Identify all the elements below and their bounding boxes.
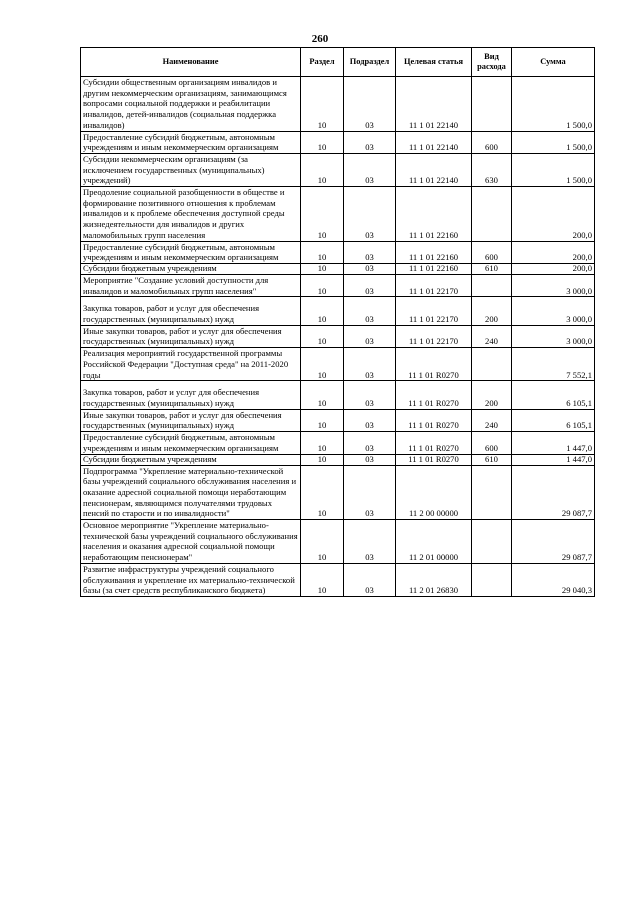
row-podrazdel: 03 [344, 432, 396, 454]
row-name: Мероприятие "Создание условий доступности для инвалидов и маломобильных групп населения" [81, 274, 301, 296]
row-razdel: 10 [301, 131, 344, 153]
row-podrazdel: 03 [344, 520, 396, 564]
row-podrazdel: 03 [344, 274, 396, 296]
table-row [81, 409, 595, 431]
table-row [81, 520, 595, 564]
row-razdel: 10 [301, 297, 344, 325]
row-razdel: 10 [301, 187, 344, 242]
row-summa: 1 500,0 [512, 153, 595, 186]
header-summa: Сумма [512, 48, 595, 77]
row-summa: 6 105,1 [512, 409, 595, 431]
row-name: Иные закупки товаров, работ и услуг для обеспечения государственных (муниципальных) нужд [81, 325, 301, 347]
table-row [81, 263, 595, 274]
row-razdel: 10 [301, 381, 344, 409]
row-statya: 11 1 01 R0270 [396, 381, 472, 409]
table-row [81, 297, 595, 325]
row-statya: 11 2 01 26830 [396, 563, 472, 596]
row-statya: 11 1 01 22140 [396, 131, 472, 153]
row-name: Реализация мероприятий государственной программы Российской Федерации "Доступная среда" на 2011-2020 годы [81, 348, 301, 381]
row-razdel: 10 [301, 153, 344, 186]
row-podrazdel: 03 [344, 131, 396, 153]
row-summa: 200,0 [512, 187, 595, 242]
table-row [81, 131, 595, 153]
row-summa: 29 087,7 [512, 465, 595, 520]
row-name: Субсидии некоммерческим организациям (за исключением государственных (муниципальных) учреждений) [81, 153, 301, 186]
row-name: Закупка товаров, работ и услуг для обеспечения государственных (муниципальных) нужд [81, 297, 301, 325]
row-statya: 11 2 01 00000 [396, 520, 472, 564]
row-podrazdel: 03 [344, 187, 396, 242]
row-razdel: 10 [301, 325, 344, 347]
row-summa: 200,0 [512, 241, 595, 263]
row-razdel: 10 [301, 454, 344, 465]
row-vid: 200 [472, 297, 512, 325]
row-razdel: 10 [301, 263, 344, 274]
row-statya: 11 1 01 22160 [396, 241, 472, 263]
row-name: Преодоление социальной разобщенности в обществе и формирование позитивного отношения к проблемам инвалидов и к проблеме обеспечения доступной среды жизнедеятельности для инвалидов и других маломобильных групп населения [81, 187, 301, 242]
row-podrazdel: 03 [344, 348, 396, 381]
row-vid [472, 77, 512, 132]
row-summa: 1 500,0 [512, 77, 595, 132]
page-number: 260 [311, 33, 329, 45]
table-row [81, 241, 595, 263]
header-razdel: Раздел [301, 48, 344, 77]
row-name: Развитие инфраструктуры учреждений социального обслуживания и укрепление их материально-технической базы (за счет средств республиканского бюджета) [81, 563, 301, 596]
table-row [81, 465, 595, 520]
row-name: Закупка товаров, работ и услуг для обеспечения государственных (муниципальных) нужд [81, 381, 301, 409]
row-podrazdel: 03 [344, 465, 396, 520]
row-vid [472, 274, 512, 296]
row-razdel: 10 [301, 432, 344, 454]
row-podrazdel: 03 [344, 381, 396, 409]
row-podrazdel: 03 [344, 409, 396, 431]
row-name: Субсидии бюджетным учреждениям [81, 263, 301, 274]
row-name: Предоставление субсидий бюджетным, автономным учреждениям и иным некоммерческим организациям [81, 131, 301, 153]
row-vid [472, 348, 512, 381]
row-razdel: 10 [301, 274, 344, 296]
row-razdel: 10 [301, 241, 344, 263]
row-razdel: 10 [301, 465, 344, 520]
row-summa: 6 105,1 [512, 381, 595, 409]
row-vid [472, 465, 512, 520]
row-name: Субсидии бюджетным учреждениям [81, 454, 301, 465]
table-row [81, 454, 595, 465]
header-name: Наименование [81, 48, 301, 77]
row-statya: 11 1 01 22160 [396, 187, 472, 242]
row-name: Субсидии общественным организациям инвалидов и другим некоммерческим организациям, занимающимся вопросами социальной поддержки и реабилитации инвалидов, детей-инвалидов (социальная поддержка инвалидов) [81, 77, 301, 132]
row-statya: 11 2 00 00000 [396, 465, 472, 520]
row-statya: 11 1 01 22170 [396, 274, 472, 296]
table-row [81, 153, 595, 186]
row-razdel: 10 [301, 77, 344, 132]
row-podrazdel: 03 [344, 563, 396, 596]
row-summa: 7 552,1 [512, 348, 595, 381]
row-vid: 200 [472, 381, 512, 409]
row-vid [472, 187, 512, 242]
row-podrazdel: 03 [344, 263, 396, 274]
row-statya: 11 1 01 22170 [396, 325, 472, 347]
row-summa: 3 000,0 [512, 325, 595, 347]
row-vid [472, 563, 512, 596]
row-summa: 1 447,0 [512, 454, 595, 465]
row-vid: 630 [472, 153, 512, 186]
row-statya: 11 1 01 22140 [396, 153, 472, 186]
row-razdel: 10 [301, 409, 344, 431]
row-podrazdel: 03 [344, 454, 396, 465]
row-summa: 1 447,0 [512, 432, 595, 454]
header-podrazdel: Подраздел [344, 48, 396, 77]
row-summa: 29 087,7 [512, 520, 595, 564]
row-summa: 200,0 [512, 263, 595, 274]
row-statya: 11 1 01 R0270 [396, 432, 472, 454]
table-row [81, 187, 595, 242]
row-name: Предоставление субсидий бюджетным, автономным учреждениям и иным некоммерческим организациям [81, 432, 301, 454]
table-row [81, 348, 595, 381]
row-podrazdel: 03 [344, 325, 396, 347]
row-vid: 240 [472, 325, 512, 347]
row-podrazdel: 03 [344, 241, 396, 263]
table-row [81, 563, 595, 596]
row-vid: 610 [472, 454, 512, 465]
row-vid: 610 [472, 263, 512, 274]
row-name: Подпрограмма "Укрепление материально-технической базы учреждений социального обслуживания населения и оказание адресной социальной помощи неработающим пенсионерам, являющимся получателями трудовых пенсий по старости и по инвалидности" [81, 465, 301, 520]
row-vid: 600 [472, 432, 512, 454]
row-statya: 11 1 01 22160 [396, 263, 472, 274]
row-vid: 600 [472, 241, 512, 263]
row-summa: 29 040,3 [512, 563, 595, 596]
header-statya: Целевая статья [396, 48, 472, 77]
table-row [81, 381, 595, 409]
row-name: Основное мероприятие "Укрепление материально-технической базы учреждений социального обслуживания населения и оказания адресной социальной помощи неработающим пенсионерам" [81, 520, 301, 564]
row-vid: 240 [472, 409, 512, 431]
row-name: Предоставление субсидий бюджетным, автономным учреждениям и иным некоммерческим организациям [81, 241, 301, 263]
row-summa: 1 500,0 [512, 131, 595, 153]
row-vid: 600 [472, 131, 512, 153]
row-razdel: 10 [301, 520, 344, 564]
table-header-row [81, 48, 595, 77]
row-statya: 11 1 01 22170 [396, 297, 472, 325]
row-statya: 11 1 01 R0270 [396, 409, 472, 431]
header-vid: Вид расхода [472, 48, 512, 77]
row-statya: 11 1 01 22140 [396, 77, 472, 132]
row-podrazdel: 03 [344, 297, 396, 325]
row-podrazdel: 03 [344, 153, 396, 186]
budget-table [80, 47, 595, 597]
row-statya: 11 1 01 R0270 [396, 454, 472, 465]
row-vid [472, 520, 512, 564]
row-summa: 3 000,0 [512, 274, 595, 296]
row-razdel: 10 [301, 563, 344, 596]
table-row [81, 77, 595, 132]
row-podrazdel: 03 [344, 77, 396, 132]
row-name: Иные закупки товаров, работ и услуг для обеспечения государственных (муниципальных) нужд [81, 409, 301, 431]
table-row [81, 325, 595, 347]
row-summa: 3 000,0 [512, 297, 595, 325]
table-row [81, 274, 595, 296]
table-row [81, 432, 595, 454]
row-statya: 11 1 01 R0270 [396, 348, 472, 381]
row-razdel: 10 [301, 348, 344, 381]
